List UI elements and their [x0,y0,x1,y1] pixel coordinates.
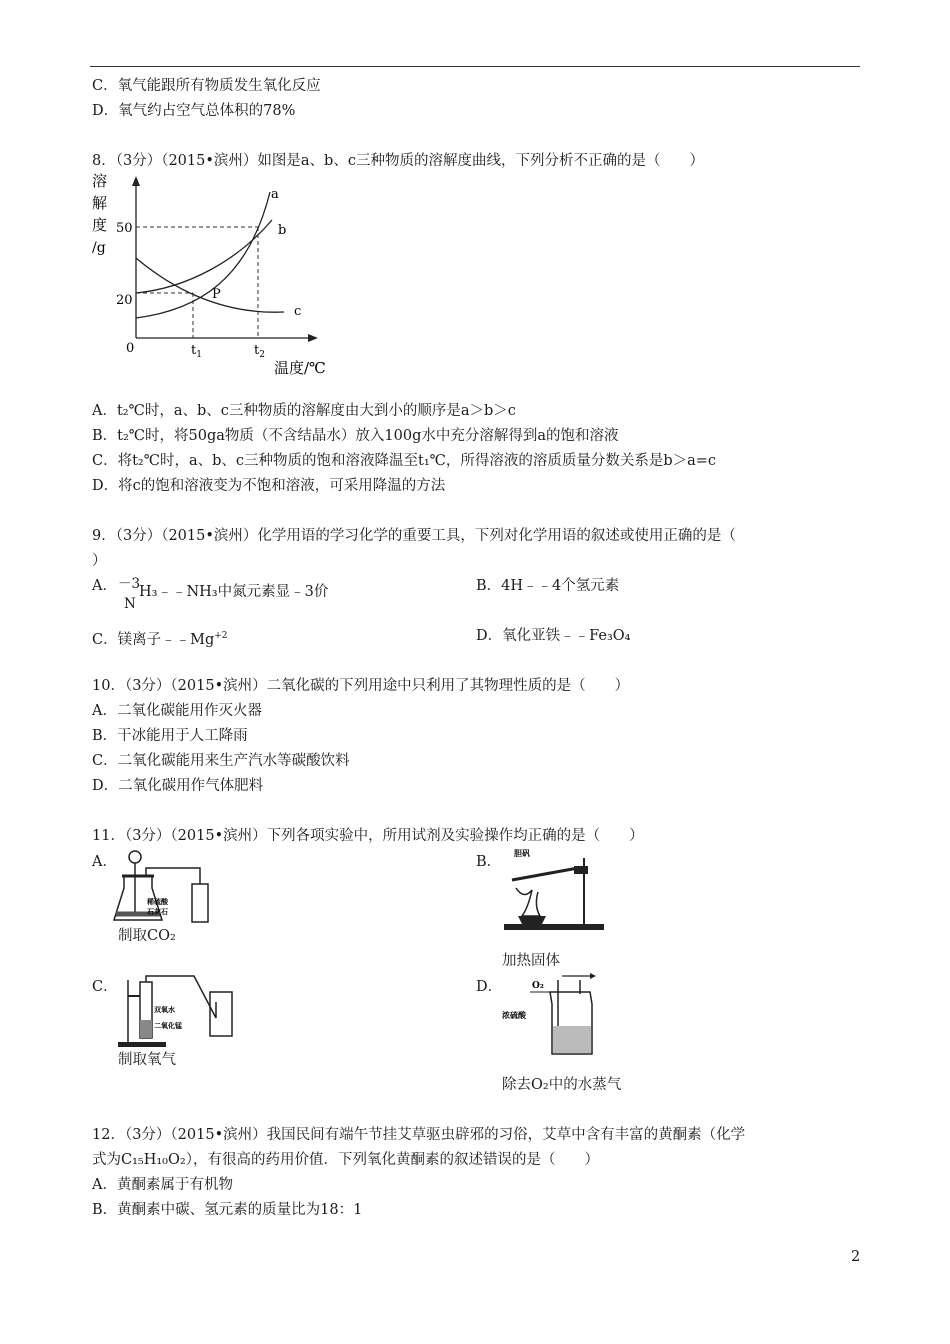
header-rule [90,66,860,67]
x-axis-label: 温度/℃ [274,359,326,377]
q11-option-d-caption: 除去O₂中的水蒸气 [502,1077,622,1093]
q10-option-b[interactable]: B．干冰能用于人工降雨 [92,728,248,744]
y-tick-50: 50 [116,221,133,236]
q11-option-c-caption: 制取氧气 [118,1052,176,1068]
q10-option-c[interactable]: C．二氧化碳能用来生产汽水等碳酸饮料 [92,753,350,769]
y-label-char-3: 度 [92,216,108,234]
origin-label: 0 [126,341,135,356]
q9-stem-line1: 9．（3分）（2015•滨州）化学用语的学习化学的重要工具，下列对化学用语的叙述或使用正确的是（ [92,528,736,544]
q9-option-b[interactable]: B．4H﹣﹣4个氢元素 [476,578,620,594]
q11-a-text2: 石灰石 [147,907,168,916]
q9-option-a-valence: －3 [118,576,141,592]
q8-solubility-chart [88,170,348,385]
q9-stem-line2: ） [92,553,107,569]
q12-stem-line2: 式为C₁₅H₁₀O₂），有很高的药用价值．下列氧化黄酮素的叙述错误的是（ ） [92,1152,599,1168]
q11-option-d-label[interactable]: D． [476,979,503,995]
curve-label-b: b [278,223,287,238]
y-tick-20: 20 [116,293,133,308]
q11-option-c-label[interactable]: C． [92,979,118,995]
q11-c-oxygen-apparatus [112,972,244,1050]
curve-b [136,220,272,293]
y-label-char-4: /g [92,240,106,256]
q11-option-a-label[interactable]: A． [92,854,117,870]
point-label-p: P [212,287,221,302]
q8-option-a[interactable]: A．t₂℃时，a、b、c三种物质的溶解度由大到小的顺序是a＞b＞c [92,403,516,419]
q11-b-text: 胆矾 [514,848,530,858]
q8-stem: 8．（3分）（2015•滨州）如图是a、b、c三种物质的溶解度曲线，下列分析不正确的是（ ） [92,153,704,169]
q11-c-text2: 二氧化锰 [154,1021,182,1030]
q11-a-text1: 稀硫酸 [147,897,168,906]
q11-option-b-label[interactable]: B． [476,854,502,870]
curve-c [136,258,284,312]
q8-option-c[interactable]: C．将t₂℃时，a、b、c三种物质的饱和溶液降温至t₁℃，所得溶液的溶质质量分数关系是b＞a=c [92,453,717,469]
curve-label-c: c [294,304,302,319]
q10-stem: 10．（3分）（2015•滨州）二氧化碳的下列用途中只利用了其物理性质的是（ ） [92,678,630,694]
q8-option-d[interactable]: D．将c的饱和溶液变为不饱和溶液，可采用降温的方法 [92,478,446,494]
q11-d-drying-apparatus [500,970,610,1058]
q9-option-a-n: N [124,596,136,612]
q8-option-b[interactable]: B．t₂℃时，将50ga物质（不含结晶水）放入100g水中充分溶解得到a的饱和溶液 [92,428,619,444]
q11-d-gas: O₂ [532,981,544,991]
q11-c-text1: 双氧水 [154,1005,175,1014]
q10-option-a[interactable]: A．二氧化碳能用作灭火器 [92,703,262,719]
x-axis-arrow [308,334,318,342]
q11-option-a-caption: 制取CO₂ [118,928,176,944]
q9-option-a-text[interactable]: H₃﹣﹣NH₃中氮元素显﹣3价 [139,584,329,600]
q11-a-co2-apparatus [112,848,217,926]
q9-option-a-label[interactable]: A． [92,578,117,594]
q11-b-heating-apparatus [498,846,608,934]
q12-option-b[interactable]: B．黄酮素中碳、氢元素的质量比为18：1 [92,1202,363,1218]
y-axis-arrow [132,176,140,186]
x-tick-t2: $t_2$ [254,343,265,360]
q9-option-d[interactable]: D．氧化亚铁﹣﹣Fe₃O₄ [476,628,631,644]
y-label-char-1: 溶 [92,172,108,190]
q11-stem: 11．（3分）（2015•滨州）下列各项实验中，所用试剂及实验操作均正确的是（ ） [92,828,644,844]
q11-option-b-caption: 加热固体 [502,953,560,969]
q9-option-c[interactable]: C．镁离子$﹣﹣Mg^{+2}$ [92,631,228,648]
q12-stem-line1: 12．（3分）（2015•滨州）我国民间有端午节挂艾草驱虫辟邪的习俗，艾草中含有丰富的黄酮素（化学 [92,1127,746,1143]
q12-option-a[interactable]: A．黄酮素属于有机物 [92,1177,233,1193]
q7-option-d[interactable]: D．氧气约占空气总体积的78% [92,103,296,119]
q11-d-text: 浓硫酸 [502,1010,526,1020]
q7-option-c[interactable]: C．氧气能跟所有物质发生氧化反应 [92,78,321,94]
q10-option-d[interactable]: D．二氧化碳用作气体肥料 [92,778,264,794]
x-tick-t1: $t_1$ [191,343,202,360]
curve-label-a: a [271,187,279,202]
q9-option-c-sup: +2 [214,631,228,641]
page-number: 2 [851,1249,861,1265]
y-label-char-2: 解 [92,194,108,212]
